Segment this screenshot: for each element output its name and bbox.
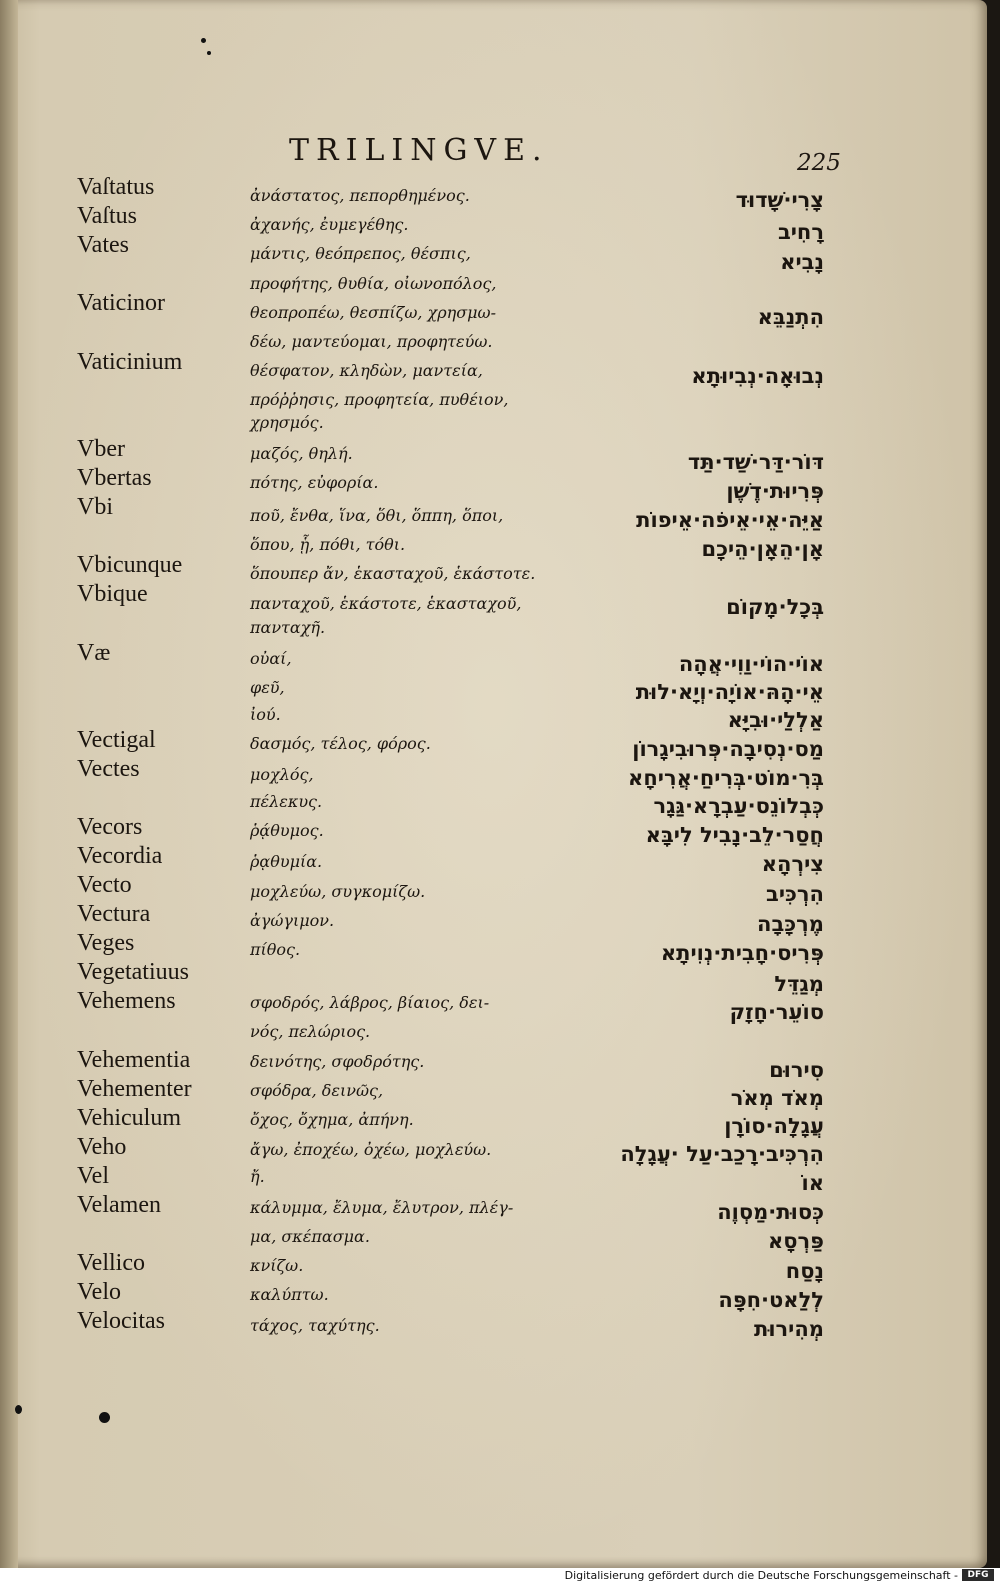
hebrew-gloss: אָן·הֵאָן·הֵיכָם bbox=[701, 537, 824, 561]
page-gutter bbox=[0, 0, 18, 1568]
greek-gloss: χρησμός. bbox=[250, 413, 324, 432]
hebrew-gloss: הִרְכִּיב bbox=[766, 882, 824, 906]
footer-bar bbox=[0, 1568, 1000, 1583]
hebrew-gloss: פַּרְסָא bbox=[767, 1229, 824, 1253]
latin-headword: Vectigal bbox=[77, 727, 156, 753]
latin-headword: Vaſtatus bbox=[77, 174, 155, 200]
greek-gloss: ὅπουπερ ἄν, ἑκασταχοῦ, ἑκάστοτε. bbox=[250, 564, 536, 583]
hebrew-gloss: בְּרִ·מוֹט·בְּרִיחַ·אֲרִיחָא bbox=[628, 766, 824, 790]
hebrew-gloss: פְּרִיוּת·דֶשֶׁן bbox=[726, 479, 824, 503]
greek-gloss: ἀχανής, ἐυμεγέθης. bbox=[250, 215, 409, 234]
greek-gloss: μαζός, θηλή. bbox=[250, 444, 353, 463]
greek-gloss: μα, σκέπασμα. bbox=[250, 1227, 370, 1246]
latin-headword: Vates bbox=[77, 232, 129, 258]
running-head: TRILINGVE. bbox=[289, 133, 549, 168]
hebrew-gloss: כְּבְלוֹנֵס·עַבְרָא·גַּגָר bbox=[653, 794, 824, 818]
hebrew-gloss: מְגַדֵּל bbox=[774, 972, 824, 996]
greek-gloss: ποῦ, ἔνθα, ἵνα, ὅθι, ὅππη, ὅποι, bbox=[250, 506, 504, 525]
latin-headword: Vbique bbox=[77, 581, 148, 607]
greek-gloss: ῥᾳθυμία. bbox=[250, 852, 323, 871]
greek-gloss: μοχλεύω, συγκομίζω. bbox=[250, 882, 426, 901]
hebrew-gloss: בְּכָל·מָקוֹם bbox=[726, 595, 824, 619]
hebrew-gloss: עֲגָלָה·סוֹרָן bbox=[724, 1114, 824, 1138]
latin-headword: Veges bbox=[77, 930, 135, 956]
hebrew-gloss: נָבִיא bbox=[780, 250, 824, 274]
greek-gloss: φεῦ, bbox=[250, 678, 285, 697]
greek-gloss: μάντις, θεόπρεπος, θέσπις, bbox=[250, 244, 471, 263]
hebrew-gloss: נָסַח bbox=[785, 1259, 824, 1283]
latin-headword: Vehementer bbox=[77, 1076, 192, 1102]
latin-headword: Velocitas bbox=[77, 1308, 165, 1334]
greek-gloss: πίθος. bbox=[250, 940, 301, 959]
hebrew-gloss: מְהִירוּת bbox=[753, 1317, 824, 1341]
hebrew-gloss: לְלַאט·חִפָּה bbox=[718, 1288, 824, 1312]
greek-gloss: δασμός, τέλος, φόρος. bbox=[250, 734, 431, 753]
greek-gloss: κνίζω. bbox=[250, 1256, 304, 1275]
ink-blot bbox=[15, 1405, 22, 1414]
greek-gloss: ἤ. bbox=[250, 1167, 265, 1186]
latin-headword: Vectura bbox=[77, 901, 151, 927]
greek-gloss: πανταχοῦ, ἑκάστοτε, ἑκασταχοῦ, bbox=[250, 594, 522, 613]
greek-gloss: προφήτης, θυθία, οἰωνοπόλος, bbox=[250, 274, 497, 293]
hebrew-gloss: רָחִיב bbox=[777, 220, 824, 244]
latin-headword: Vbicunque bbox=[77, 552, 183, 578]
greek-gloss: τάχος, ταχύτης. bbox=[250, 1316, 380, 1335]
latin-headword: Væ bbox=[77, 640, 111, 666]
greek-gloss: ὄχος, ὄχημα, ἀπήνη. bbox=[250, 1110, 414, 1129]
funding-credit: Digitalisierung gefördert durch die Deutsche Forschungsgemeinschaft - bbox=[564, 1569, 958, 1582]
greek-gloss: ῥᾴθυμος. bbox=[250, 821, 324, 840]
hebrew-gloss: נְבוּאָה·נְבִיוּתָא bbox=[691, 364, 824, 388]
hebrew-gloss: אַיֵּה·אֵי·אֵיפֹה·אֵיפוֹת bbox=[636, 508, 824, 532]
greek-gloss: πέλεκυς. bbox=[250, 792, 323, 811]
greek-gloss: ἀγώγιμον. bbox=[250, 911, 335, 930]
hebrew-gloss: חֲסַר·לֵב·נָבִיל לִיבָּא bbox=[645, 823, 824, 847]
ink-blot bbox=[99, 1412, 110, 1423]
latin-headword: Vellico bbox=[77, 1250, 145, 1276]
latin-headword: Vecordia bbox=[77, 843, 163, 869]
greek-gloss: ὅπου, ᾗ, πόθι, τόθι. bbox=[250, 535, 406, 554]
hebrew-gloss: פְּרִיס·חָבִית·נְוִיתָא bbox=[660, 941, 824, 965]
greek-gloss: νός, πελώριος. bbox=[250, 1022, 371, 1041]
latin-headword: Velamen bbox=[77, 1192, 161, 1218]
greek-gloss: πρόῤῥησις, προφητεία, πυθέιον, bbox=[250, 390, 509, 409]
greek-gloss: μοχλός, bbox=[250, 765, 314, 784]
hebrew-gloss: מְאֹד מְאֹר bbox=[730, 1086, 824, 1110]
greek-gloss: ἄγω, ἐποχέω, ὀχέω, μοχλεύω. bbox=[250, 1140, 492, 1159]
hebrew-gloss: אַלְלַי·וּבִיָּא bbox=[727, 708, 824, 732]
hebrew-gloss: הִרְכִּיב·רָכַב·עַל ·עֲגָלָה bbox=[620, 1142, 824, 1166]
latin-headword: Vel bbox=[77, 1163, 109, 1189]
latin-headword: Vehemens bbox=[77, 988, 176, 1014]
hebrew-gloss: אֵי·הָהּ·אוֹיָה·וְיָא·לוּת bbox=[635, 680, 824, 704]
greek-gloss: δεινότης, σφοδρότης. bbox=[250, 1052, 425, 1071]
latin-headword: Vbertas bbox=[77, 465, 152, 491]
greek-gloss: σφοδρός, λάβρος, βίαιος, δει- bbox=[250, 993, 490, 1012]
hebrew-gloss: סִירוּם bbox=[769, 1058, 824, 1082]
latin-headword: Vbi bbox=[77, 494, 113, 520]
latin-headword: Vecors bbox=[77, 814, 143, 840]
page-number: 225 bbox=[797, 150, 841, 176]
latin-headword: Vaticinium bbox=[77, 349, 183, 375]
hebrew-gloss: דּוֹר·דַּר·שַׁד·תַּד bbox=[687, 450, 824, 474]
greek-gloss: πότης, εὐφορία. bbox=[250, 473, 379, 492]
latin-headword: Vegetatiuus bbox=[77, 959, 189, 985]
dfg-logo: DFG bbox=[962, 1569, 994, 1581]
ink-speck bbox=[201, 38, 206, 43]
hebrew-gloss: מֶרְכָּבָה bbox=[757, 912, 824, 936]
greek-gloss: δέω, μαντεύομαι, προφητεύω. bbox=[250, 332, 493, 351]
latin-headword: Vaſtus bbox=[77, 203, 137, 229]
ink-speck bbox=[207, 51, 211, 55]
latin-headword: Velo bbox=[77, 1279, 121, 1305]
greek-gloss: θεοπροπέω, θεσπίζω, χρησμω- bbox=[250, 303, 497, 322]
hebrew-gloss: הִתְנַבֵּא bbox=[757, 305, 824, 329]
greek-gloss: πανταχῆ. bbox=[250, 618, 326, 637]
greek-gloss: κάλυμμα, ἔλυμα, ἔλυτρον, πλέγ- bbox=[250, 1198, 514, 1217]
hebrew-gloss: סוֹעֵר·חָזָק bbox=[729, 1000, 824, 1024]
greek-gloss: ἰού. bbox=[250, 705, 281, 724]
hebrew-gloss: מַס·נְסִיבָה·פְּרוּבִיגָרוֹן bbox=[632, 737, 824, 761]
greek-gloss: σφόδρα, δεινῶς, bbox=[250, 1081, 384, 1100]
greek-gloss: καλύπτω. bbox=[250, 1285, 329, 1304]
hebrew-gloss: צִירְהָא bbox=[761, 852, 824, 876]
greek-gloss: οὐαί, bbox=[250, 649, 292, 668]
greek-gloss: ἀνάστατος, πεπορθημένος. bbox=[250, 186, 470, 205]
latin-headword: Vaticinor bbox=[77, 290, 165, 316]
hebrew-gloss: צָרִי·שָׁדוּד bbox=[735, 188, 824, 212]
hebrew-gloss: אוֹ bbox=[801, 1171, 824, 1195]
greek-gloss: θέσφατον, κληδὼν, μαντεία, bbox=[250, 361, 483, 380]
latin-headword: Vecto bbox=[77, 872, 132, 898]
hebrew-gloss: כְּסוּת·מַסְוֶה bbox=[717, 1200, 824, 1224]
latin-headword: Vber bbox=[77, 436, 125, 462]
hebrew-gloss: אוֹי·הוֹי·וַוִי·אֲהָה bbox=[678, 652, 824, 676]
latin-headword: Veho bbox=[77, 1134, 127, 1160]
latin-headword: Vehiculum bbox=[77, 1105, 181, 1131]
latin-headword: Vectes bbox=[77, 756, 140, 782]
latin-headword: Vehementia bbox=[77, 1047, 191, 1073]
